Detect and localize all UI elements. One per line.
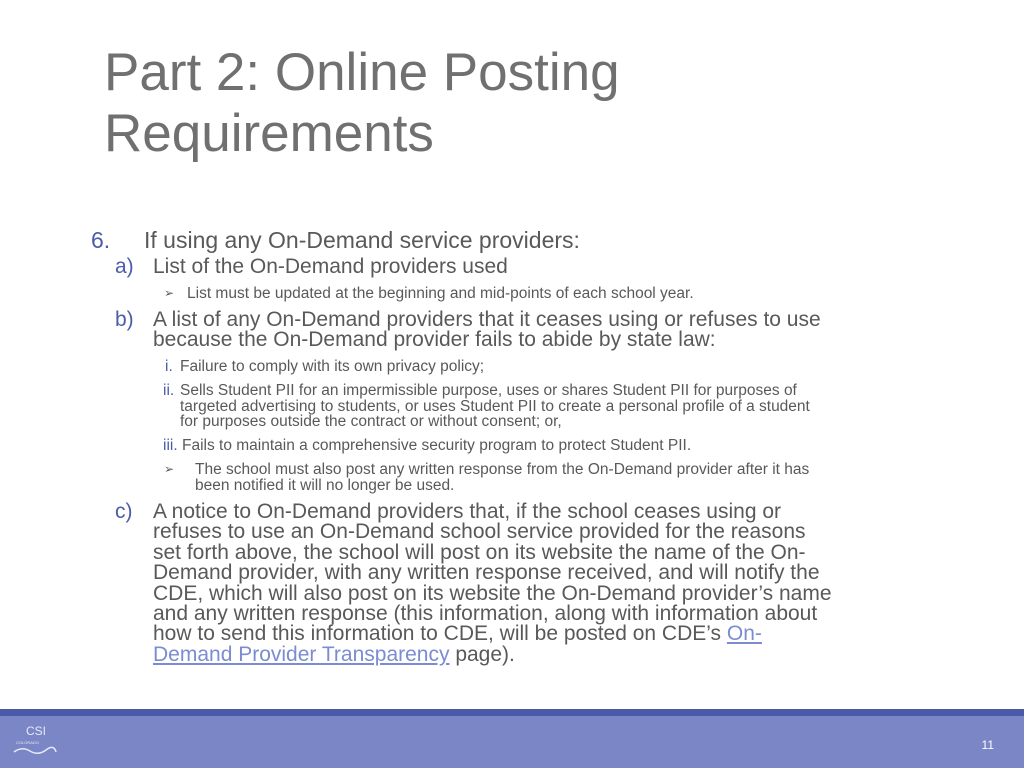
arrow-bullet-icon: ➢	[164, 462, 175, 476]
item-a-sub-bullet: List must be updated at the beginning and mid-points of each school year.	[187, 285, 694, 302]
item-c-line-3: set forth above, the school will post on its website the name of the On-	[153, 541, 806, 564]
item-c-line-7-wrap	[153, 624, 762, 644]
item-a-text: List of the On-Demand providers used	[153, 255, 508, 278]
item-c-line-8-wrap	[153, 645, 515, 665]
logo-subtext: COLORADO	[16, 740, 39, 745]
slide-title	[104, 42, 924, 164]
item-c-line-2: refuses to use an On-Demand school service provided for the reasons	[153, 520, 806, 543]
csi-logo	[12, 722, 58, 756]
title-line-2: Requirements	[104, 104, 434, 163]
item-b-ii-line-1: Sells Student PII for an impermissible purpose, uses or shares Student PII for purposes of	[180, 382, 797, 399]
item-b-note-line-1: The school must also post any written response from the On-Demand provider after it has	[195, 461, 810, 478]
title-line-1: Part 2: Online Posting	[104, 43, 620, 102]
logo-text: CSI	[26, 724, 47, 738]
arrow-bullet-icon: ➢	[164, 286, 175, 300]
item-c-marker: c)	[115, 500, 133, 523]
item-c-line-8-tail: page).	[449, 643, 515, 666]
item-6-marker: 6.	[91, 227, 111, 253]
item-b-ii-line-2: targeted advertising to students, or uses Student PII to create a personal profile of a student	[180, 398, 810, 415]
page-number: 11	[981, 738, 994, 752]
item-a-marker: a)	[115, 255, 134, 278]
item-b-line-2: because the On-Demand provider fails to abide by state law:	[153, 328, 716, 351]
item-b-i-marker: i.	[165, 358, 173, 375]
item-c-line-7: how to send this information to CDE, will be posted on CDE’s	[153, 622, 722, 645]
csi-logo-icon	[12, 722, 58, 756]
item-b-ii-marker: ii.	[163, 382, 175, 399]
item-c-line-1: A notice to On-Demand providers that, if the school ceases using or	[153, 500, 782, 523]
cde-transparency-link[interactable]: Demand Provider Transparency	[153, 643, 450, 666]
footer-bar	[0, 709, 1024, 768]
footer-stripe	[0, 709, 1024, 716]
item-c-line-4: Demand provider, with any written response received, and will notify the	[153, 561, 820, 584]
cde-transparency-link-start[interactable]: On-	[726, 622, 762, 645]
item-b-marker: b)	[115, 308, 134, 331]
item-b-ii-line-3: for purposes outside the contract or without consent; or,	[180, 413, 562, 430]
item-c-line-6: and any written response (this information, along with information about	[153, 602, 818, 625]
item-6-text: If using any On-Demand service providers:	[144, 227, 580, 253]
item-b-iii-text: Fails to maintain a comprehensive security program to protect Student PII.	[182, 437, 692, 454]
item-b-note-line-2: been notified it will no longer be used.	[195, 477, 455, 494]
item-b-iii-marker: iii.	[163, 437, 178, 454]
item-c-line-5: CDE, which will also post on its website the On-Demand provider’s name	[153, 582, 832, 605]
item-b-i-text: Failure to comply with its own privacy policy;	[180, 358, 485, 375]
item-b-line-1: A list of any On-Demand providers that it ceases using or refuses to use	[153, 308, 821, 331]
